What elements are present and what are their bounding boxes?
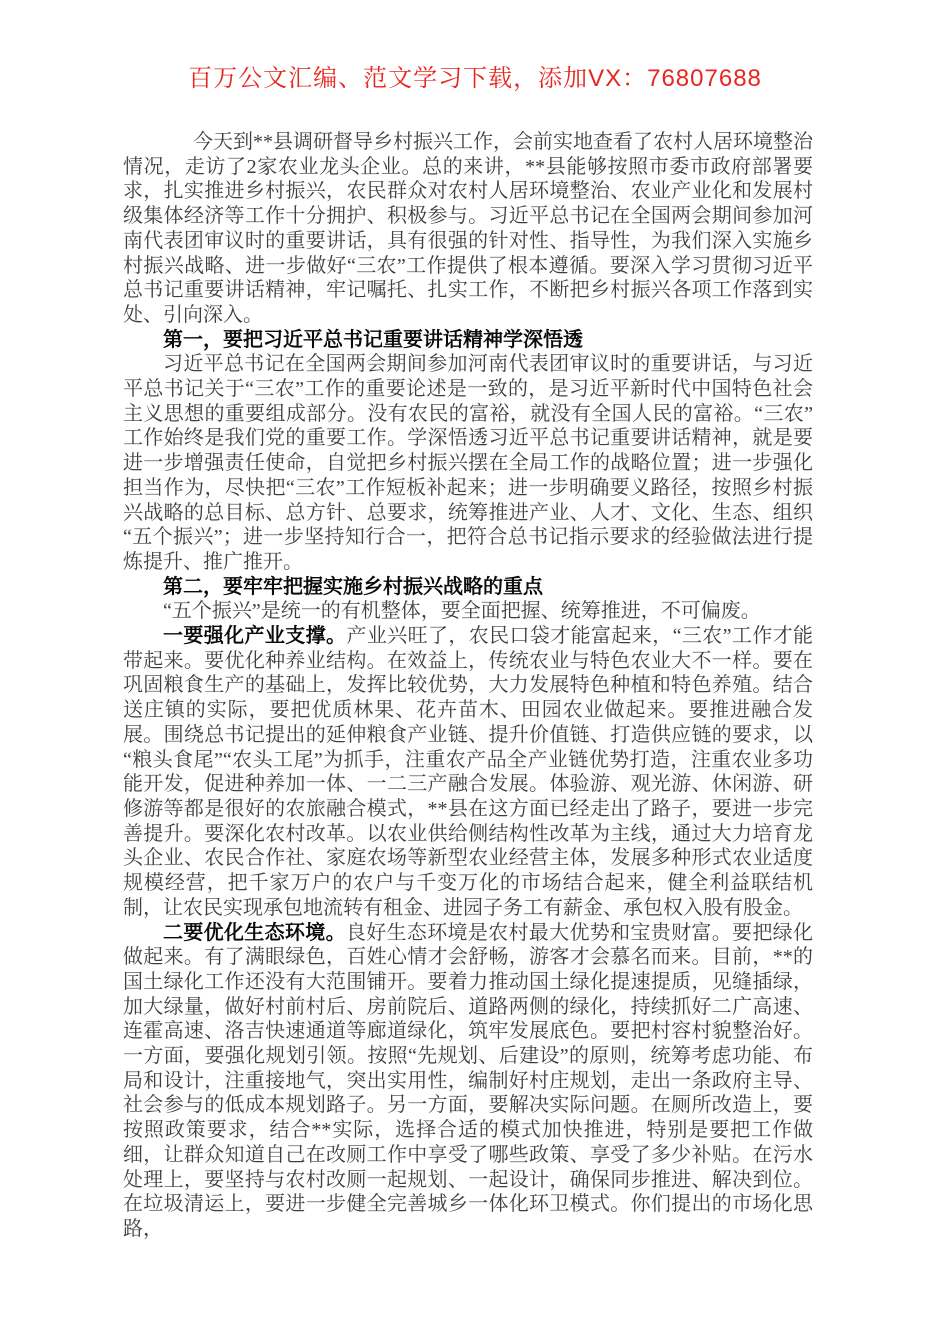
promo-banner: 百万公文汇编、范文学习下载，添加VX：76807688 (188, 65, 762, 92)
paragraph: “五个振兴”是统一的有机整体，要全面把握、统筹推进，不可偏废。 (163, 600, 761, 623)
section-heading-2: 第二，要牢牢把握实施乡村振兴战略的重点 (163, 575, 543, 598)
paragraph-lead: 二要优化生态环境。 (163, 921, 346, 944)
paragraph-text: 产业兴旺了，农民口袋才能富起来，“三农”工作才能带起来。要优化种养业结构。在效益上，传统农业与特色农业大不一样。要在巩固粮食生产的基础上，发挥比较优势，大力发展特色种植和特色养殖。结合送庄镇的实际，要把优质林果、花卉苗木、田园农业做起来。要推进融合发展。围绕总书记提出的延伸粮食产业链、提升价值链、打造供应链的要求，以“粮头食尾”“农头工尾”为抓手，注重农产品全产业链优势打造，注重农业多功能开发，促进种养加一体、一二三产融合发展。体验游、观光游、休闲游、研修游等都是很好的农旅融合模式，**县在这方面已经走出了路子，要进一步完善提升。要深化农村改革。以农业供给侧结构性改革为主线，通过大力培育龙头企业、农民合作社、家庭农场等新型农业经营主体，发展多种形式农业适度规模经营，把千家万户的农户与千变万化的市场结合起来，健全利益联结机制，让农民实现承包地流转有租金、进园子务工有薪金、承包权入股有股金。 (123, 625, 814, 919)
paragraph-lead: 一要强化产业支撑。 (163, 625, 347, 648)
paragraph (123, 921, 813, 1242)
paragraph-text: 良好生态环境是农村最大优势和宝贵财富。要把绿化做起来。有了满眼绿色，百姓心情才会舒畅，游客才会慕名而来。目前，**的国土绿化工作还没有大范围铺开。要着力推动国土绿化提速提质，见缝插绿，加大绿量，做好村前村后、房前院后、道路两侧的绿化，持续抓好二广高速、连霍高速、洛吉快速通道等廊道绿化，筑牢发展底色。要把村容村貌整治好。一方面，要强化规划引领。按照“先规划、后建设”的原则，统筹考虑功能、布局和设计，注重接地气，突出实用性，编制好村庄规划，走出一条政府主导、社会参与的低成本规划路子。另一方面，要解决实际问题。在厕所改造上，要按照政策要求，结合**实际，选择合适的模式加快推进，特别是要把工作做细，让群众知道自己在改厕工作中享受了哪些政策、享受了多少补贴。在污水处理上，要坚持与农村改厕一起规划、一起设计，确保同步推进、解决到位。在垃圾清运上，要进一步健全完善城乡一体化环卫模式。你们提出的市场化思路， (123, 921, 814, 1240)
paragraph (123, 624, 813, 920)
section-heading-1: 第一，要把习近平总书记重要讲话精神学深悟透 (163, 328, 583, 351)
paragraph-intro: 今天到**县调研督导乡村振兴工作，会前实地查看了农村人居环境整治情况，走访了2家农业龙头企业。总的来讲，**县能够按照市委市政府部署要求，扎实推进乡村振兴，农民群众对农村人居环境整治、农业产业化和发展村级集体经济等工作十分拥护、积极参与。习近平总书记在全国两会期间参加河南代表团审议时的重要讲话，具有很强的针对性、指导性，为我们深入实施乡村振兴战略、进一步做好“三农”工作提供了根本遵循。要深入学习贯彻习近平总书记重要讲话精神，牢记嘱托、扎实工作，不断把乡村振兴各项工作落到实处、引向深入。 (123, 131, 813, 326)
document-body (123, 130, 813, 1242)
paragraph: 习近平总书记在全国两会期间参加河南代表团审议时的重要讲话，与习近平总书记关于“三农”工作的重要论述是一致的，是习近平新时代中国特色社会主义思想的重要组成部分。没有农民的富裕，就没有全国人民的富裕。“三农”工作始终是我们党的重要工作。学深悟透习近平总书记重要讲话精神，就是要进一步增强责任使命，自觉把乡村振兴摆在全局工作的战略位置；进一步强化担当作为，尽快把“三农”工作短板补起来；进一步明确要义路径，按照乡村振兴战略的总目标、总方针、总要求，统筹推进产业、人才、文化、生态、组织“五个振兴”；进一步坚持知行合一，把符合总书记指示要求的经验做法进行提炼提升、推广推开。 (123, 353, 813, 573)
